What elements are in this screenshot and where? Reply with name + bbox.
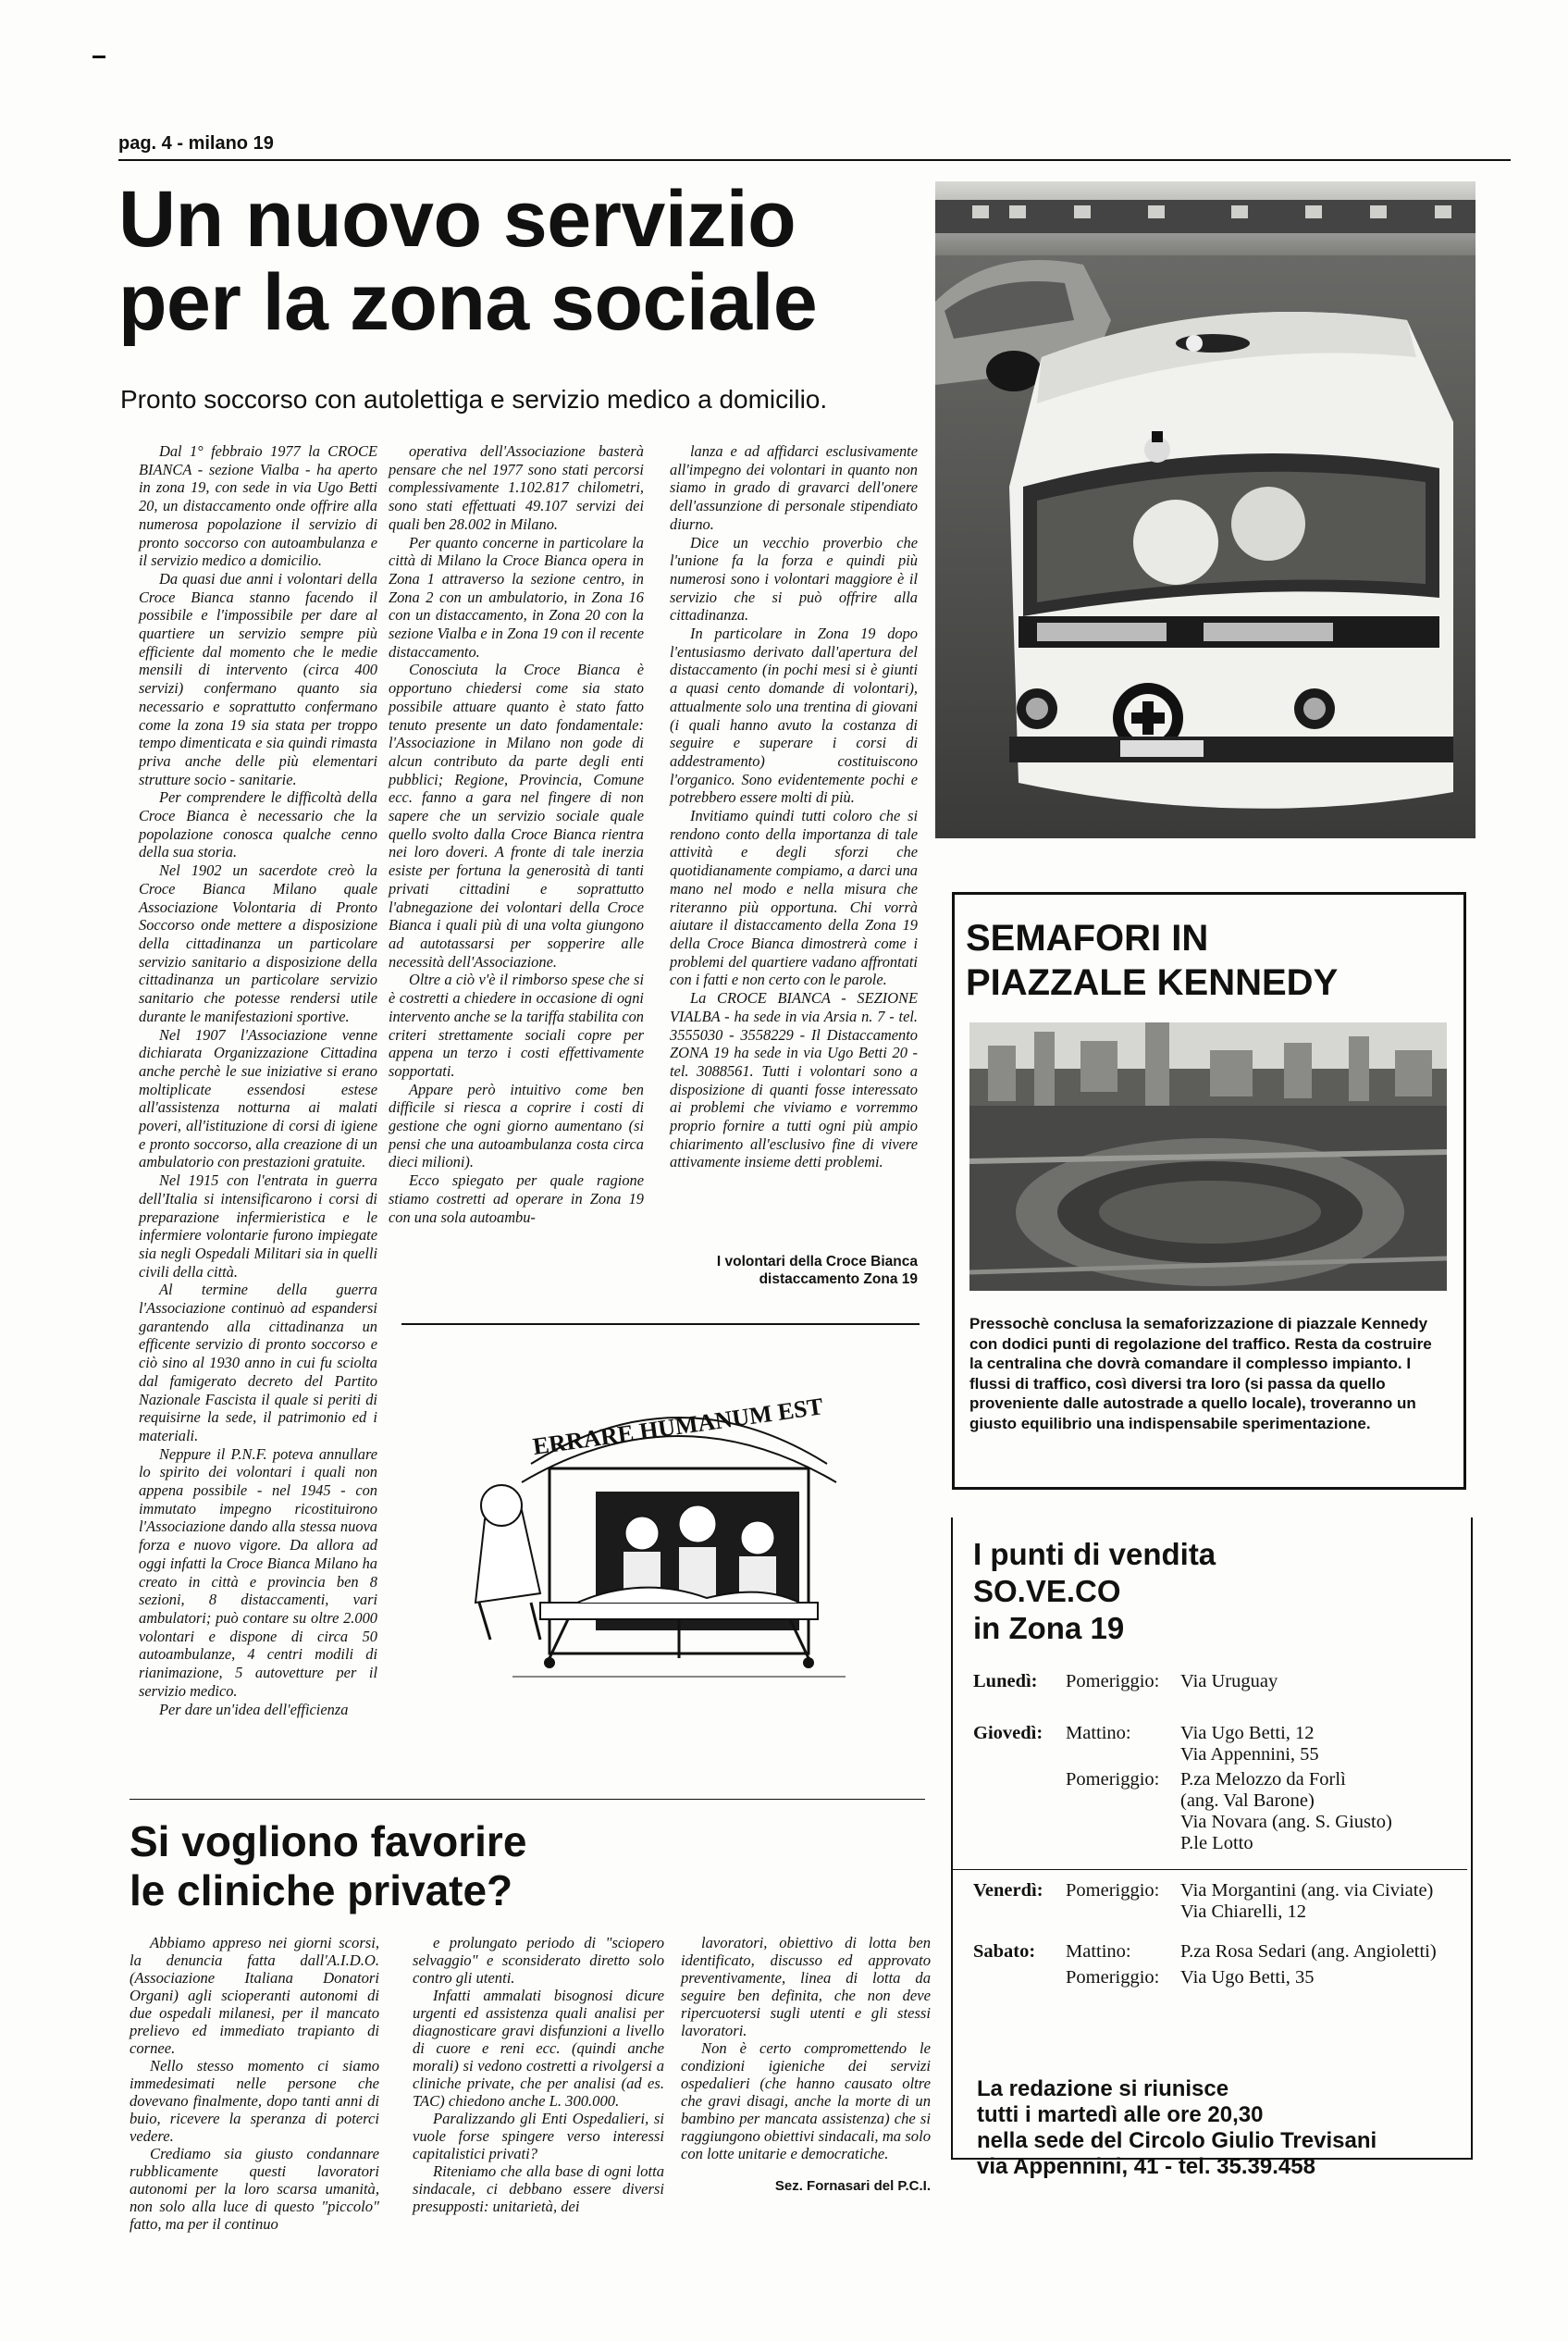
ambulance-photo — [935, 181, 1475, 838]
soveco-title-line3: in Zona 19 — [973, 1611, 1125, 1645]
slot-label: Mattino: — [1066, 1941, 1131, 1962]
ambulance-image — [935, 181, 1475, 838]
kennedy-photo — [969, 1022, 1447, 1291]
lead-column-2 — [389, 442, 644, 1226]
lead-headline-line1: Un nuovo servizio — [118, 175, 796, 264]
address: (ang. Val Barone) — [1180, 1790, 1315, 1811]
paragraph: Per dare un'idea dell'efficienza — [159, 1700, 349, 1718]
paragraph: Al termine della guerra l'Associazione continuò ad espandersi garantendo alla cittadinanza un efficente servizio di pronto soccorso e ciò sino al 1930 anno in cui fu sciolta dal famigerato decreto del Partito Nazionale Fascista il quale si periti di requisirne la sede, il patrimonio ed i materiali. — [139, 1281, 377, 1444]
paragraph: Per comprendere le difficoltà della Croce Bianca è necessario che la popolazione conosca qualche cenno della sua storia. — [139, 788, 377, 861]
day-label: Lunedì: — [973, 1671, 1038, 1691]
address: Via Morgantini (ang. via Civiate) — [1180, 1880, 1434, 1901]
address: Via Novara (ang. S. Giusto) — [1180, 1812, 1392, 1832]
paragraph: Ecco spiegato per quale ragione stiamo costretti ad operare in Zona 19 con una sola autoambu- — [389, 1171, 644, 1226]
address: Via Ugo Betti, 12 — [1180, 1723, 1315, 1743]
redazione-line: via Appennini, 41 - tel. 35.39.458 — [977, 2154, 1315, 2179]
paragraph: Neppure il P.N.F. poteva annullare lo spirito dei volontari i quali non appena possibile - nel 1945 - con immutato impegno ricostituirono l'Associazione dando alla stessa nuova forza e nuovo vigore. Da allora ad oggi infatti la Croce Bianca Milano ha creato in città e provincia ben 8 sezioni, 8 distaccamenti, vari ambulatori; può contare su oltre 2.000 volontari e dispone di circa 50 autoambulanze, 4 centri modili di rianimazione, 5 autovetture per il servizio medico. — [139, 1444, 377, 1700]
day-label: Venerdì: — [973, 1880, 1043, 1901]
paragraph: Da quasi due anni i volontari della Croce Bianca stanno facendo il possibile e l'impossibile per dare al quartiere un servizio sempre più efficiente dal momento che le medie mensili di intervento (circa 400 servizi) confermano quanto sia necessario e soprattutto confermano come la zona 19 sia stata per troppo tempo dimenticata e sia quindi rimasta priva anche delle più elementari strutture socio - sanitarie. — [139, 569, 377, 788]
paragraph: Crediamo sia giusto condannare rubblicamente questi lavoratori autonomi per la loro scarsa umanità, non solo alla luce di questo "piccolo" fatto, ma per il continuo — [130, 2145, 379, 2233]
address: P.za Melozzo da Forlì — [1180, 1769, 1346, 1790]
paragraph: e prolungato periodo di "sciopero selvaggio" e sconsiderato diretto solo contro gli utenti. — [413, 1934, 664, 1987]
cliniche-headline-line1: Si vogliono favorire — [130, 1817, 527, 1865]
paragraph: Non è certo compromettendo le condizioni igieniche dei servizi ospedalieri (che hanno causato oltre che gravi disagi, anche la morte di un bambino per mancata assistenza) che si raggiungono obiettivi sindacali, ma solo con lotte unitarie e democratiche. — [681, 2039, 931, 2162]
address: Via Appennini, 55 — [1180, 1744, 1319, 1765]
semafori-title-line1: SEMAFORI IN — [966, 918, 1209, 959]
cartoon-illustration — [401, 1325, 920, 1749]
address: Via Ugo Betti, 35 — [1180, 1967, 1315, 1988]
paragraph: Nel 1902 un sacerdote creò la Croce Bianca Milano quale Associazione Volontaria di Pronto Soccorso onde mettere a disposizione della cittadinanza un particolare servizio sanitario a disposizione della cittadinanza un particolare servizio sanitario che potesse rendersi utile durante le manifestazioni sportive. — [139, 861, 377, 1025]
paragraph: lanza e ad affidarci esclusivamente all'impegno dei volontari in quanto non siamo in grado di gravarci dell'onere dell'assunzione di personale stipendiato diurno. — [670, 442, 918, 533]
cartoon-banner: ERRARE HUMANUM EST — [531, 1393, 825, 1460]
paragraph: Oltre a ciò v'è il rimborso spese che si è costretti a chiedere in occasione di ogni intervento anche se la tariffa stabilita con criteri strettamente sociali copre per appena un terzo i costi effettivamente sopportati. — [389, 971, 644, 1080]
redazione-line: nella sede del Circolo Giulio Trevisani — [977, 2128, 1377, 2153]
paragraph: Nel 1915 con l'entrata in guerra dell'Italia si intensificarono i corsi di preparazione infermieristica e le infermiere volontarie furono impiegate sia negli Ospedali Militari sia in quelli civili della città. — [139, 1171, 377, 1281]
paragraph: Dal 1° febbraio 1977 la CROCE BIANCA - sezione Vialba - ha aperto in zona 19, con sede in via Ugo Betti 20, un distaccamento onde offrire alla numerosa popolazione il servizio di pronto soccorso con autoambulanza e il servizio medico a domicilio. — [139, 442, 377, 570]
lead-subtitle: Pronto soccorso con autolettiga e servizio medico a domicilio. — [120, 385, 828, 414]
lead-column-3 — [670, 442, 918, 1171]
paragraph: Riteniamo che alla base di ogni lotta sindacale, ci debbano essere diversi presupposti: unitarietà, dei — [413, 2162, 664, 2215]
soveco-title-line2: SO.VE.CO — [973, 1574, 1121, 1608]
paragraph: Nello stesso momento ci siamo immedesimati nelle persone che dovevano finalmente, dopo tanti anni di buio, ricevere la speranza di poterci vedere. — [130, 2057, 379, 2145]
paragraph: Per quanto concerne in particolare la città di Milano la Croce Bianca opera in Zona 1 attraverso la sezione centro, in Zona 2 con un ambulatorio, in Zona 16 con un distaccamento, in Zona 20 con la sezione Vialba e in Zona 19 con il recente distaccamento. — [389, 533, 644, 661]
lead-headline-line2: per la zona sociale — [118, 258, 818, 347]
semafori-caption: Pressochè conclusa la semaforizzazione di piazzale Kennedy con dodici punti di regolazione del traffico. Resta da costruire la centralina che dovrà comandare il complesso impianto. I flussi di traffico, così diversi tra loro (si passa da quello proveniente dalle autostrade a quello locale), troveranno un giusto equilibrio una indispensabile sperimentazione. — [969, 1315, 1432, 1432]
soveco-title-line1: I punti di vendita — [973, 1537, 1216, 1571]
redazione-line: tutti i martedì alle ore 20,30 — [977, 2102, 1264, 2127]
cliniche-headline — [130, 1817, 526, 1915]
paragraph: La CROCE BIANCA - SEZIONE VIALBA - ha sede in via Arsia n. 7 - tel. 3555030 - 3558229 - Il Distaccamento ZONA 19 ha sede in via Ugo Betti 20 - tel. 3088561. Tutti i volontari sono a disposizione di quanti fosse interessato ai problemi che viviamo e vorremmo proprio fornire a tutti ogni più ampio chiarimento all'esclusivo fine di vivere attivamente insieme detti problemi. — [670, 989, 918, 1171]
slot-label: Mattino: — [1066, 1723, 1131, 1743]
cliniche-signature: Sez. Fornasari del P.C.I. — [774, 2178, 931, 2194]
paragraph: In particolare in Zona 19 dopo l'entusiasmo derivato dall'apertura del distaccamento (in pochi mesi si è giunti a quasi cento domande di volontari), attualmente solo una trentina di giovani (i quali hanno avuto la costanza di seguire e superare i corsi di addestramento) costituiscono l'organico. Sono evidentemente pochi e potrebbero essere molti di più. — [670, 625, 918, 807]
signature-line: distaccamento Zona 19 — [759, 1271, 918, 1287]
cartoon-frame — [401, 1323, 920, 1749]
paragraph: Nel 1907 l'Associazione venne dichiarata Organizzazione Cittadina anche perchè le sue iniziative si erano moltiplicate essendosi estese all'assistenza notturna ai malati poveri, all'istituzione di corsi di igiene e pronto soccorso, alla creazione di un ambulatorio con prestazioni gratuite. — [139, 1025, 377, 1171]
address: Via Chiarelli, 12 — [1180, 1901, 1306, 1922]
redazione-notice — [977, 2076, 1377, 2180]
slot-label: Pomeriggio: — [1066, 1769, 1160, 1790]
header-rule — [118, 159, 1511, 161]
paragraph: Invitiamo quindi tutti coloro che si rendono conto della importanza di tale attività e degli sforzi che quotidianamente compiamo, a darci una mano nel modo e nella misura che riteranno più opportuna. Chi vorrà aiutare il distaccamento della Zona 19 della Croce Bianca dimostrerà come i problemi del quartiere vadano affrontati con i fatti e non certo con le parole. — [670, 807, 918, 989]
paragraph: lavoratori, obiettivo di lotta ben identificato, discusso ed approvato preventivamente, linea di lotta da seguire ben definita, che non deve ripercuotersi sugli utenti e gli stessi lavoratori. — [681, 1934, 931, 2039]
paragraph: Dice un vecchio proverbio che l'unione fa la forza e quindi più numerosi sono i volontari maggiore è il servizio che si può offrire alla cittadinanza. — [670, 533, 918, 625]
lead-column-1 — [139, 442, 377, 1718]
slot-label: Pomeriggio: — [1066, 1880, 1160, 1901]
day-label: Giovedì: — [973, 1723, 1043, 1743]
cliniche-headline-line2: le cliniche private? — [130, 1866, 513, 1914]
paragraph: Abbiamo appreso nei giorni scorsi, la denuncia fatta dall'A.I.D.O. (Associazione Italiana Donatori Organi) agli scioperanti autonomi di due ospedali milanesi, per il mancato prelievo ed immediato trapianto di cornee. — [130, 1934, 379, 2057]
lead-signature — [670, 1253, 918, 1288]
address: P.za Rosa Sedari (ang. Angioletti) — [1180, 1941, 1437, 1962]
paragraph: Conosciuta la Croce Bianca è opportuno chiedersi come sia stato possibile attuare quanto è stato fatto tenuto presente un dato fondamentale: l'Associazione in Milano non gode di alcun contributo da parte degli enti pubblici; Regione, Provincia, Comune ecc. fanno a gara nel fingere di non sapere che un servizio sociale quale quello svolto dalla Croce Bianca rientra nei loro doveri. A fronte di tale inerzia esiste per fortuna la generosità di tanti privati cittadini e soprattutto l'abnegazione dei volontari della Croce Bianca i quali più di una volta giungono ad autotassarsi per sopperire alle necessità dell'Associazione. — [389, 661, 644, 971]
paragraph: Infatti ammalati bisognosi dicure urgenti ed assistenza quali analisi per diagnosticare gravi disfunzioni a livello di cuore e reni ecc. (quindi anche morali) si vedono costretti a rivolgersi a cliniche private, che per analisi (ad es. TAC) chiedono anche L. 300.000. — [413, 1987, 664, 2110]
soveco-title — [973, 1536, 1216, 1647]
cliniche-top-rule — [130, 1799, 925, 1800]
paragraph: Appare però intuitivo come ben difficile si riesca a coprire i costi di gestione che ogni giorno aumentano (si pensi che una autoambulanza costa circa dieci milioni). — [389, 1080, 644, 1171]
kennedy-image — [969, 1022, 1447, 1291]
page-label: pag. 4 - milano 19 — [118, 133, 274, 154]
paragraph: Paralizzando gli Enti Ospedalieri, si vuole forse spingere verso interessi capitalistici privati? — [413, 2110, 664, 2162]
day-label: Sabato: — [973, 1941, 1036, 1962]
signature-line: I volontari della Croce Bianca — [716, 1254, 918, 1270]
lead-headline — [118, 175, 818, 347]
paragraph: operativa dell'Associazione basterà pensare che nel 1977 sono stati percorsi complessivamente 1.102.817 chilometri, sono stati effettuati 49.107 servizi dei quali ben 28.002 in Milano. — [389, 442, 644, 533]
slot-label: Pomeriggio: — [1066, 1671, 1160, 1691]
top-mark — [93, 56, 105, 58]
cliniche-column-3 — [681, 1934, 931, 2162]
cliniche-column-1 — [130, 1934, 379, 2233]
cliniche-column-2 — [413, 1934, 664, 2215]
schedule-divider — [953, 1869, 1467, 1870]
redazione-line: La redazione si riunisce — [977, 2076, 1229, 2101]
semafori-title-line2: PIAZZALE KENNEDY — [966, 962, 1339, 1003]
semafori-title — [966, 916, 1338, 1005]
slot-label: Pomeriggio: — [1066, 1967, 1160, 1988]
address: P.le Lotto — [1180, 1833, 1253, 1853]
address: Via Uruguay — [1180, 1671, 1278, 1691]
